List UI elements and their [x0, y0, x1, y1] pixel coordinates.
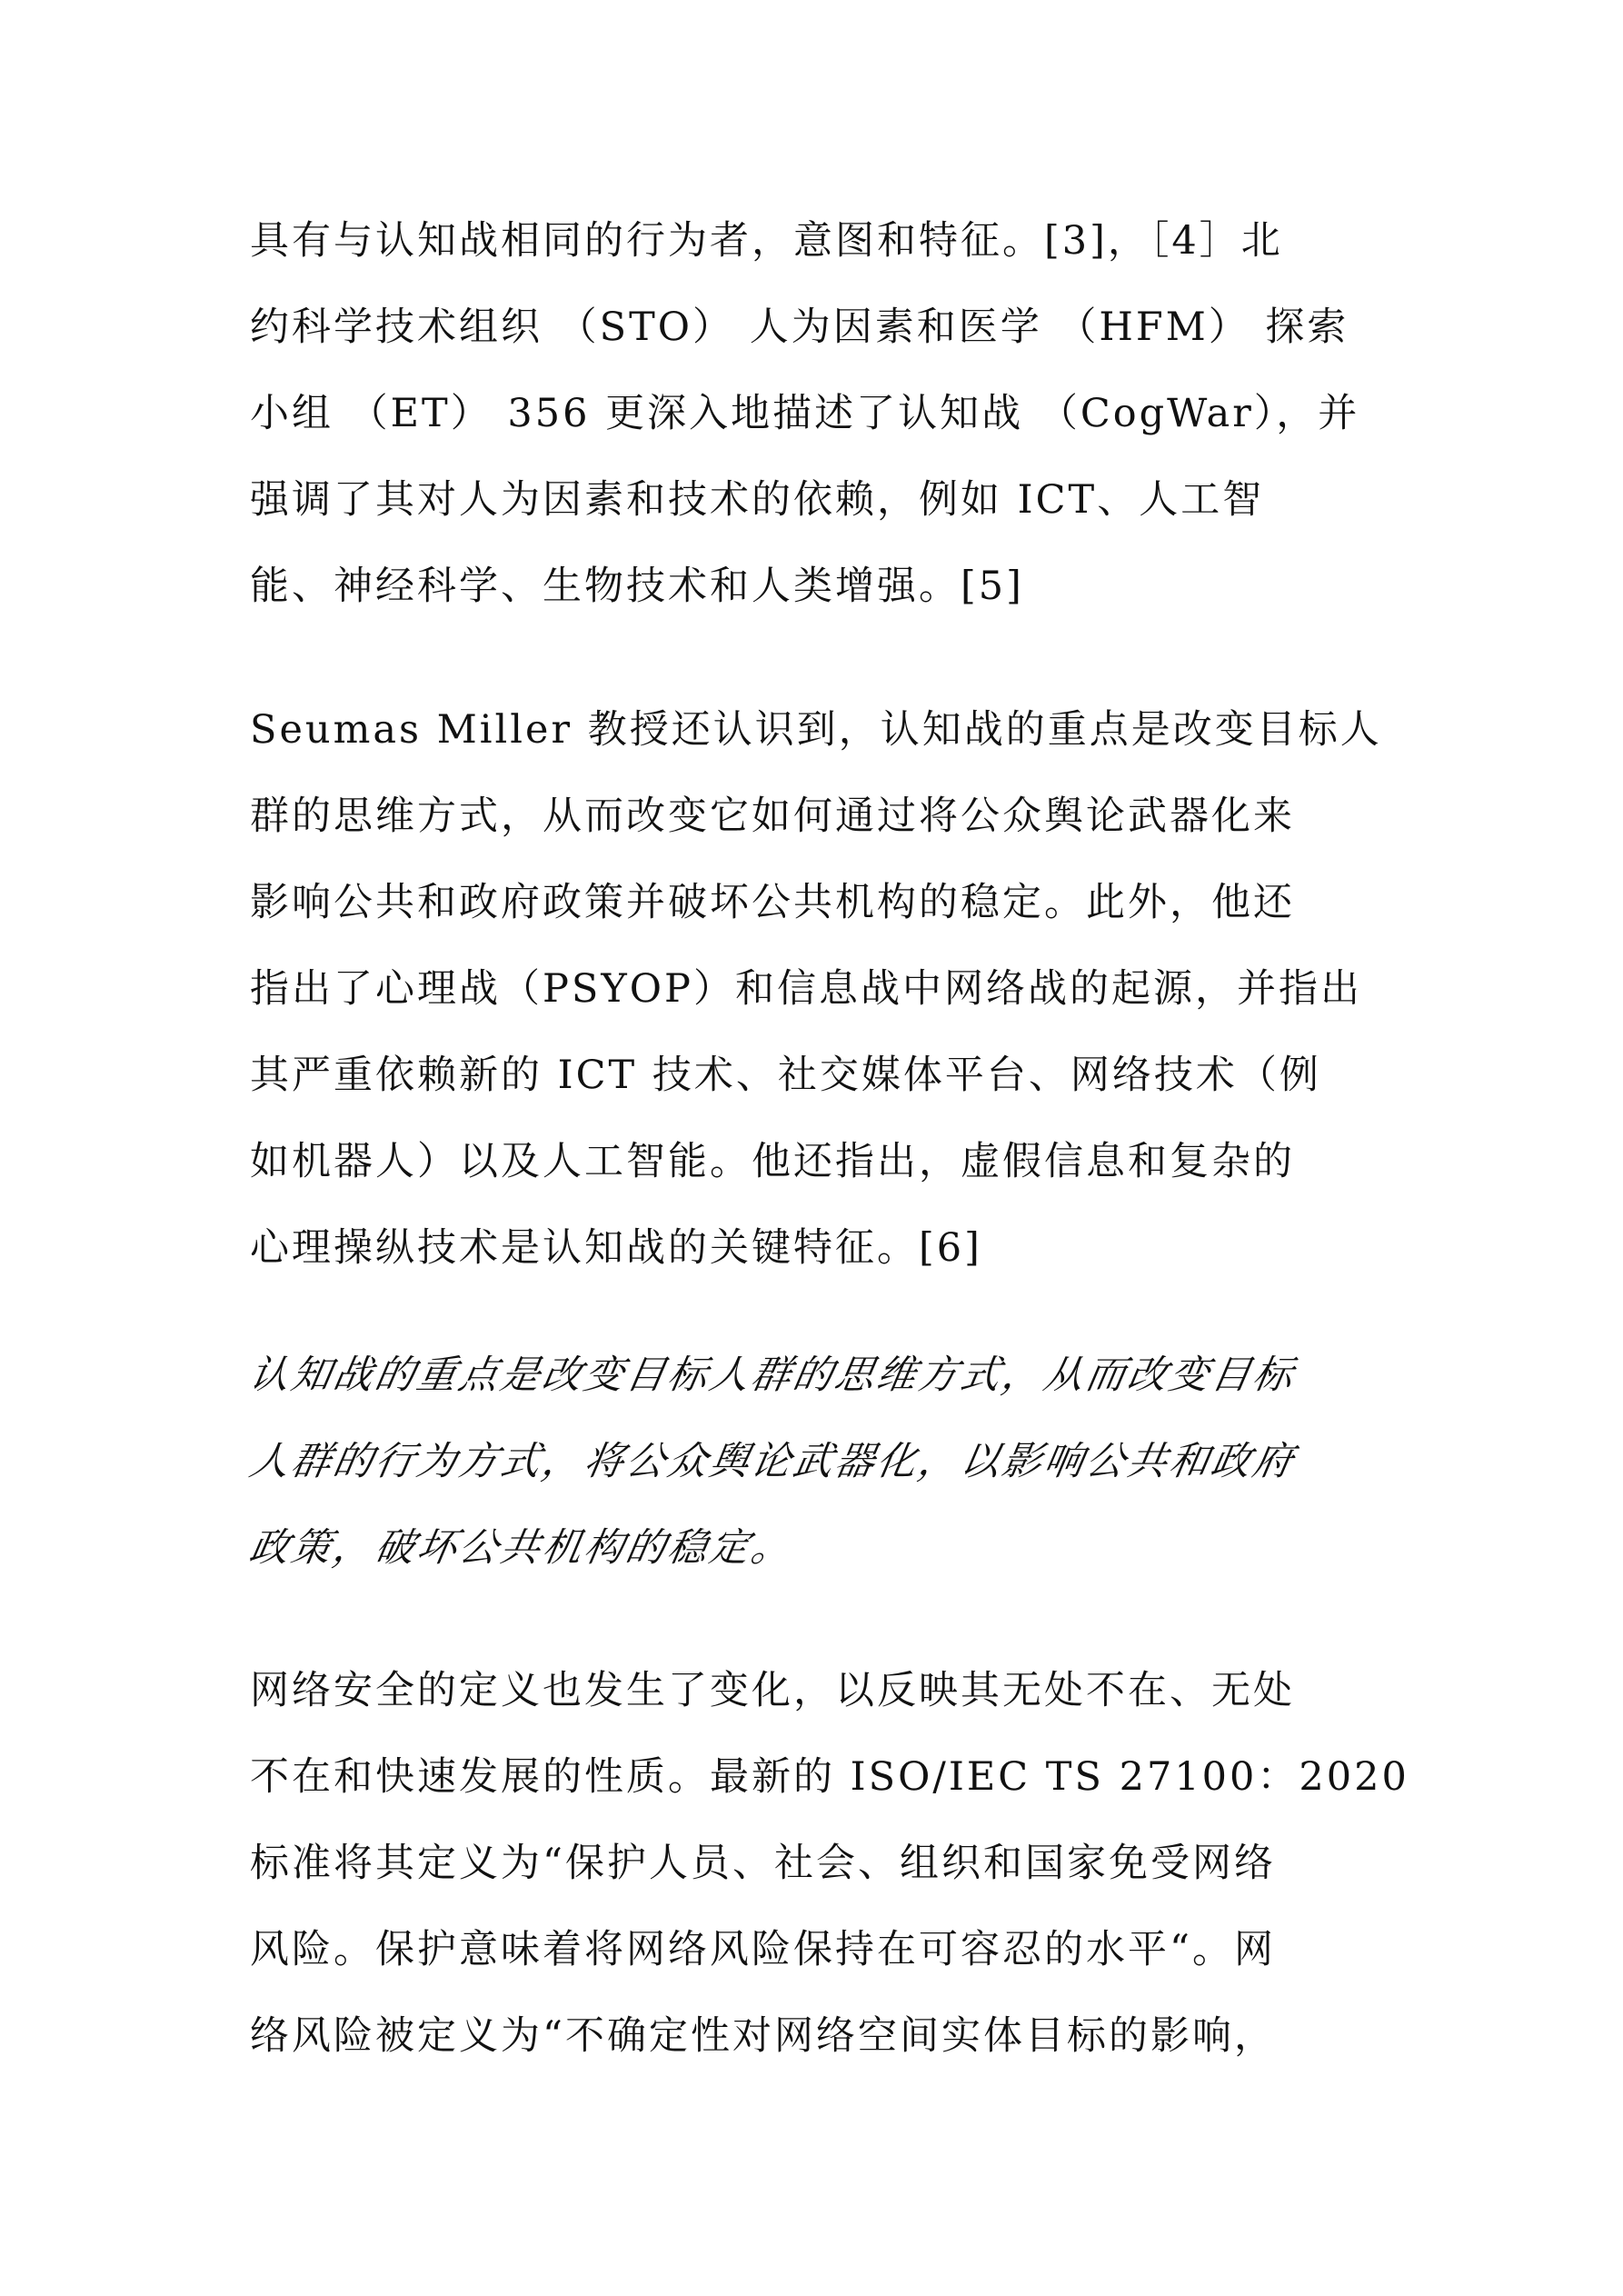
italic-quote-paragraph — [245, 1333, 1395, 1592]
text-line: 强调了其对人为因素和技术的依赖，例如 ICT、人工智 — [250, 477, 1265, 523]
text-line: 约科学技术组织 （STO） 人为因素和医学 （HFM） 探索 — [250, 304, 1349, 350]
text-line: 影响公共和政府政策并破坏公共机构的稳定。此外，他还 — [250, 880, 1295, 925]
text-line: 不在和快速发展的性质。最新的 ISO/IEC TS 27100：2020 — [250, 1754, 1409, 1800]
text-line: 网络安全的定义也发生了变化，以反映其无处不在、无处 — [250, 1668, 1295, 1713]
text-line: 风险。保护意味着将网络风险保持在可容忍的水平“。网 — [250, 1927, 1276, 1972]
paragraph-4 — [250, 1648, 1409, 2080]
paragraph-2 — [250, 687, 1395, 1292]
text-line: 络风险被定义为“不确定性对网络空间实体目标的影响， — [250, 2013, 1276, 2059]
text-line: 指出了心理战（PSYOP）和信息战中网络战的起源，并指出 — [250, 966, 1362, 1012]
quote-line: 人群的行为方式，将公众舆论武器化，以影响公共和政府 — [245, 1439, 1299, 1484]
quote-line: 政策，破坏公共机构的稳定。 — [245, 1525, 798, 1571]
text-line: 其严重依赖新的 ICT 技术、社交媒体平台、网络技术（例 — [250, 1053, 1321, 1098]
text-line: 具有与认知战相同的行为者，意图和特征。[3]，［4］北 — [250, 218, 1283, 264]
text-line: 群的思维方式，从而改变它如何通过将公众舆论武器化来 — [250, 794, 1295, 839]
text-line: 标准将其定义为“保护人员、社会、组织和国家免受网络 — [250, 1841, 1276, 1886]
text-line: 如机器人）以及人工智能。他还指出，虚假信息和复杂的 — [250, 1139, 1295, 1184]
text-line: 能、神经科学、生物技术和人类增强。[5] — [250, 564, 1024, 609]
text-line: Seumas Miller 教授还认识到，认知战的重点是改变目标人 — [250, 707, 1382, 753]
quote-line: 认知战的重点是改变目标人群的思维方式，从而改变目标 — [245, 1353, 1299, 1398]
paragraph-1 — [250, 198, 1395, 630]
text-line: 心理操纵技术是认知战的关键特征。[6] — [250, 1225, 982, 1271]
text-line: 小组 （ET） 356 更深入地描述了认知战 （CogWar），并 — [250, 391, 1360, 436]
